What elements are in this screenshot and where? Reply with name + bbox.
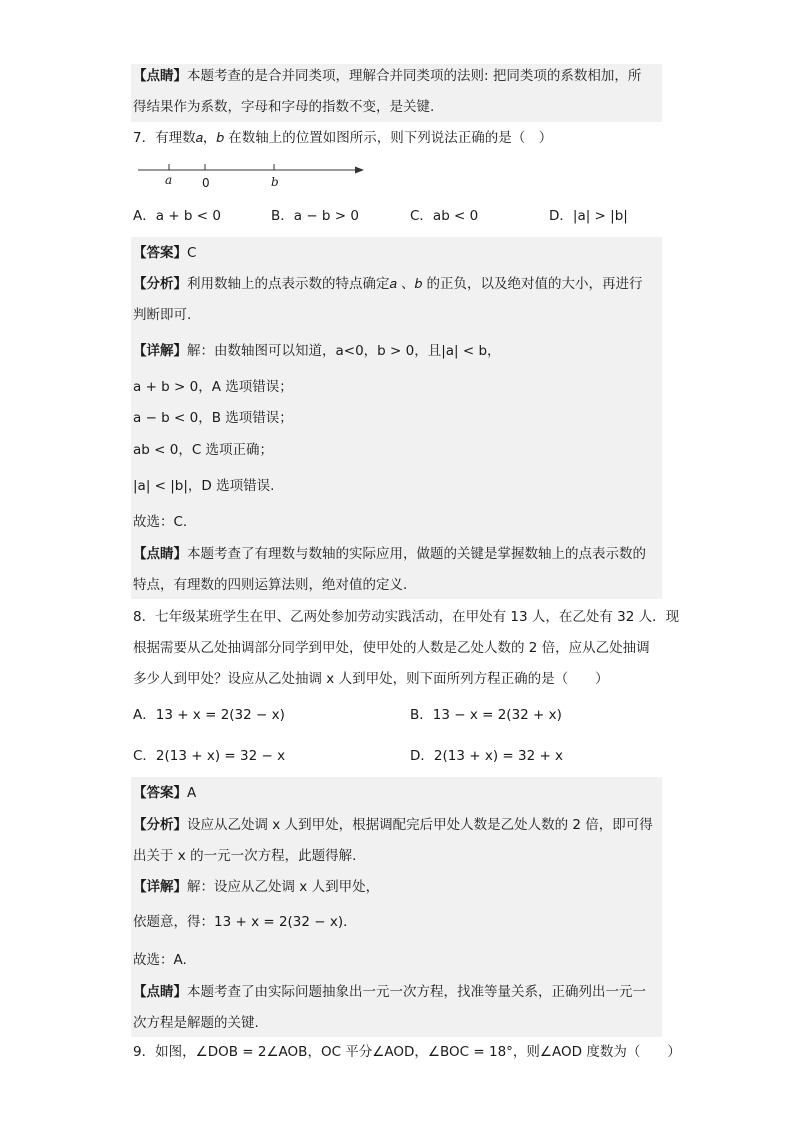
q8-detail-line2: 依题意，得：13 + x = 2(32 − x)． (133, 914, 357, 930)
q7-number-line (136, 158, 368, 192)
q7-detail-line3: a − b < 0，B 选项错误； (133, 410, 293, 426)
label-b: b (271, 175, 279, 189)
q8-dianjing-line2: 次方程是解题的关键. (133, 1015, 259, 1031)
label-a: a (165, 173, 173, 187)
q7-option-b: B．a − b > 0 (271, 208, 359, 224)
q8-stem-line2: 根据需要从乙处抽调部分同学到甲处，使甲处的人数是乙处人数的 2 倍，应从乙处抽调 (133, 640, 650, 656)
q7-analysis-line2: 判断即可. (133, 307, 192, 323)
q8-option-c: C．2(13 + x) = 32 − x (133, 748, 286, 764)
q9-stem: 9．如图，∠DOB = 2∠AOB，OC 平分∠AOD，∠BOC = 18°，则∠AOD 度数为（ ） (133, 1044, 681, 1060)
q7-detail-line5: |a| < |b|，D 选项错误. (133, 478, 275, 494)
q7-stem: 7．有理数𝑎，𝑏 在数轴上的位置如图所示，则下列说法正确的是（ ） (133, 130, 553, 146)
q7-answer: 【答案】C (133, 245, 197, 261)
q8-stem-line3: 多少人到甲处？设应从乙处抽调 x 人到甲处，则下面所列方程正确的是（ ） (133, 671, 609, 687)
q8-analysis-line1: 【分析】设应从乙处调 x 人到甲处，根据调配完后甲处人数是乙处人数的 2 倍，即可得 (133, 817, 653, 833)
q6-dianjing-line2: 得结果作为系数，字母和字母的指数不变，是关键. (133, 99, 435, 115)
q7-option-c: C．ab < 0 (410, 208, 479, 224)
q8-detail-line1: 【详解】解：设应从乙处调 x 人到甲处， (133, 879, 380, 895)
q7-detail-line2: a + b > 0，A 选项错误； (133, 379, 293, 395)
q8-answer: 【答案】A (133, 785, 197, 801)
q6-dianjing-line1: 【点睛】本题考查的是合并同类项，理解合并同类项的法则: 把同类项的系数相加，所 (133, 68, 642, 84)
q7-dianjing-line1: 【点睛】本题考查了有理数与数轴的实际应用，做题的关键是掌握数轴上的点表示数的 (133, 546, 646, 562)
q8-dianjing-line1: 【点睛】本题考查了由实际问题抽象出一元一次方程，找准等量关系，正确列出一元一 (133, 984, 646, 1000)
q8-option-d: D．2(13 + x) = 32 + x (410, 748, 564, 764)
q7-option-a: A．a + b < 0 (133, 208, 221, 224)
q6-dianjing-tag: 【点睛】 (133, 68, 187, 84)
q8-stem-line1: 8．七年级某班学生在甲、乙两处参加劳动实践活动，在甲处有 13 人，在乙处有 32 人．现 (133, 609, 680, 625)
q8-option-a: A．13 + x = 2(32 − x) (133, 707, 285, 723)
q7-detail-line1: 【详解】解：由数轴图可以知道，a<0，b > 0，且|a| < b， (133, 343, 501, 359)
q7-option-d: D．|a| > |b| (549, 208, 628, 224)
q7-detail-line6: 故选：C. (133, 514, 188, 530)
label-0: 0 (202, 176, 210, 190)
q7-analysis-line1: 【分析】利用数轴上的点表示数的特点确定𝑎 、𝑏 的正负，以及绝对值的大小，再进行 (133, 276, 643, 292)
number-line-arrow (355, 167, 364, 174)
q8-option-b: B．13 − x = 2(32 + x) (410, 707, 562, 723)
q8-detail-line3: 故选：A. (133, 952, 187, 968)
q7-detail-line4: ab < 0，C 选项正确； (133, 442, 274, 458)
q8-analysis-line2: 出关于 x 的一元一次方程，此题得解. (133, 848, 357, 864)
q7-dianjing-line2: 特点，有理数的四则运算法则，绝对值的定义. (133, 577, 408, 593)
